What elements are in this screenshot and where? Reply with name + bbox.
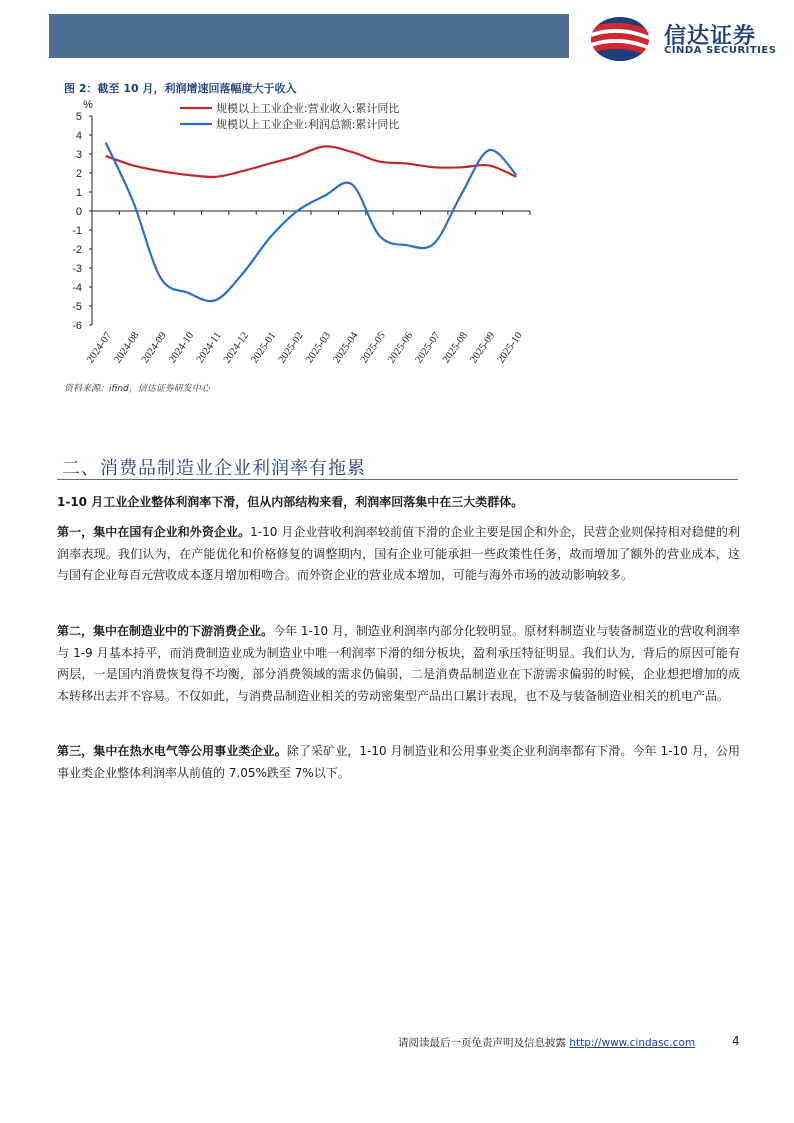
paragraph-1-heading: 第一，集中在国有企业和外资企业。: [57, 525, 251, 539]
paragraph-2: [57, 621, 740, 707]
paragraph-1-body: 1-10 月企业营收利润率较前值下滑的企业主要是国企和外企，民营企业则保持相对稳健的利润率表现。我们认为，在产能优化和价格修复的调整期内，国有企业可能承担一些政策性任务，故而增加了额外的营业成本，这与国有企业每百元营收成本逐月增加相吻合。而外资企业的营业成本增加，可能与海外市场的波动影响较多。: [57, 525, 740, 582]
x-tick-label: 2024-08: [112, 330, 142, 366]
cinda-logo: [584, 14, 784, 64]
legend-label-1: 规模以上工业企业:营业收入:累计同比: [216, 102, 400, 115]
x-tick-label: 2025-09: [468, 330, 498, 366]
logo-english-name: CINDA SECURITIES: [664, 45, 777, 56]
x-tick-label: 2024-11: [194, 330, 224, 366]
x-tick-label: 2025-07: [413, 330, 443, 366]
paragraph-3-heading: 第三，集中在热水电气等公用事业类企业。: [57, 744, 287, 758]
x-tick-label: 2024-07: [85, 330, 115, 366]
y-tick-label: -5: [72, 301, 82, 313]
paragraph-3: [57, 741, 740, 784]
series-line-1: [106, 146, 517, 177]
cinda-globe-icon: [584, 14, 660, 64]
y-tick-label: 3: [75, 149, 82, 161]
header-bar: [49, 14, 569, 58]
y-tick-label: 5: [75, 111, 82, 123]
paragraph-1: [57, 522, 740, 587]
x-tick-label: 2024-12: [221, 330, 252, 366]
legend-label-2: 规模以上工业企业:利润总额:累计同比: [216, 118, 400, 131]
y-tick-label: 2: [75, 168, 82, 180]
logo-chinese-name: 信达证券: [664, 24, 757, 49]
x-tick-label: 2024-10: [167, 330, 197, 366]
y-tick-label: -2: [72, 244, 82, 256]
series-line-2: [106, 143, 517, 302]
paragraph-2-body: 今年 1-10 月，制造业利润率内部分化较明显。原材料制造业与装备制造业的营收利润率与 1-9 月基本持平，而消费制造业成为制造业中唯一利润率下滑的细分板块，盈利承压特征明显。我们认为，背后的原因可能有两层，一是国内消费恢复得不均衡，部分消费领域的需求仍偏弱，二是消费品制造业在下游需求偏弱的时候，企业想把增加的成本转移出去并不容易。不仅如此，与消费品制造业相关的劳动密集型产品出口累计表现，也不及与装备制造业相关的机电产品。: [57, 624, 740, 703]
x-tick-label: 2025-06: [386, 330, 416, 366]
paragraph-3-body: 除了采矿业，1-10 月制造业和公用事业类企业利润率都有下滑。今年 1-10 月，公用事业类企业整体利润率从前值的 7.05%跌至 7%以下。: [57, 744, 740, 780]
y-tick-label: 0: [75, 206, 82, 218]
x-tick-label: 2025-04: [331, 330, 361, 366]
x-tick-label: 2025-10: [495, 330, 525, 366]
line-chart: [60, 96, 560, 386]
y-tick-label: 1: [75, 187, 82, 199]
footer-website-link[interactable]: http://www.cindasc.com: [569, 1037, 696, 1049]
x-tick-label: 2025-01: [249, 330, 279, 366]
y-tick-label: -6: [72, 320, 82, 332]
footer-disclaimer: 请阅读最后一页免责声明及信息披露: [398, 1037, 566, 1049]
y-tick-label: -4: [72, 282, 82, 294]
x-tick-label: 2025-08: [440, 330, 471, 366]
x-tick-label: 2025-05: [358, 330, 388, 366]
section-title: 二、消费品制造业企业利润率有拖累: [62, 458, 366, 479]
y-tick-label: -3: [72, 263, 82, 275]
page-number: 4: [732, 1034, 740, 1048]
figure-source: 资料来源：ifind，信达证券研发中心: [64, 384, 210, 394]
x-tick-label: 2025-03: [304, 330, 334, 366]
y-axis-unit: %: [83, 99, 93, 111]
section-divider: [57, 479, 738, 480]
figure-title: 图 2：截至 10 月，利润增速回落幅度大于收入: [64, 82, 297, 95]
footer: [398, 1035, 695, 1050]
paragraph-2-heading: 第二，集中在制造业中的下游消费企业。: [57, 624, 274, 638]
y-tick-label: -1: [72, 225, 82, 237]
y-tick-label: 4: [75, 130, 82, 142]
x-tick-label: 2025-02: [276, 330, 306, 366]
x-tick-label: 2024-09: [139, 330, 169, 366]
lead-paragraph: 1-10 月工业企业整体利润率下滑，但从内部结构来看，利润率回落集中在三大类群体。: [57, 495, 524, 509]
